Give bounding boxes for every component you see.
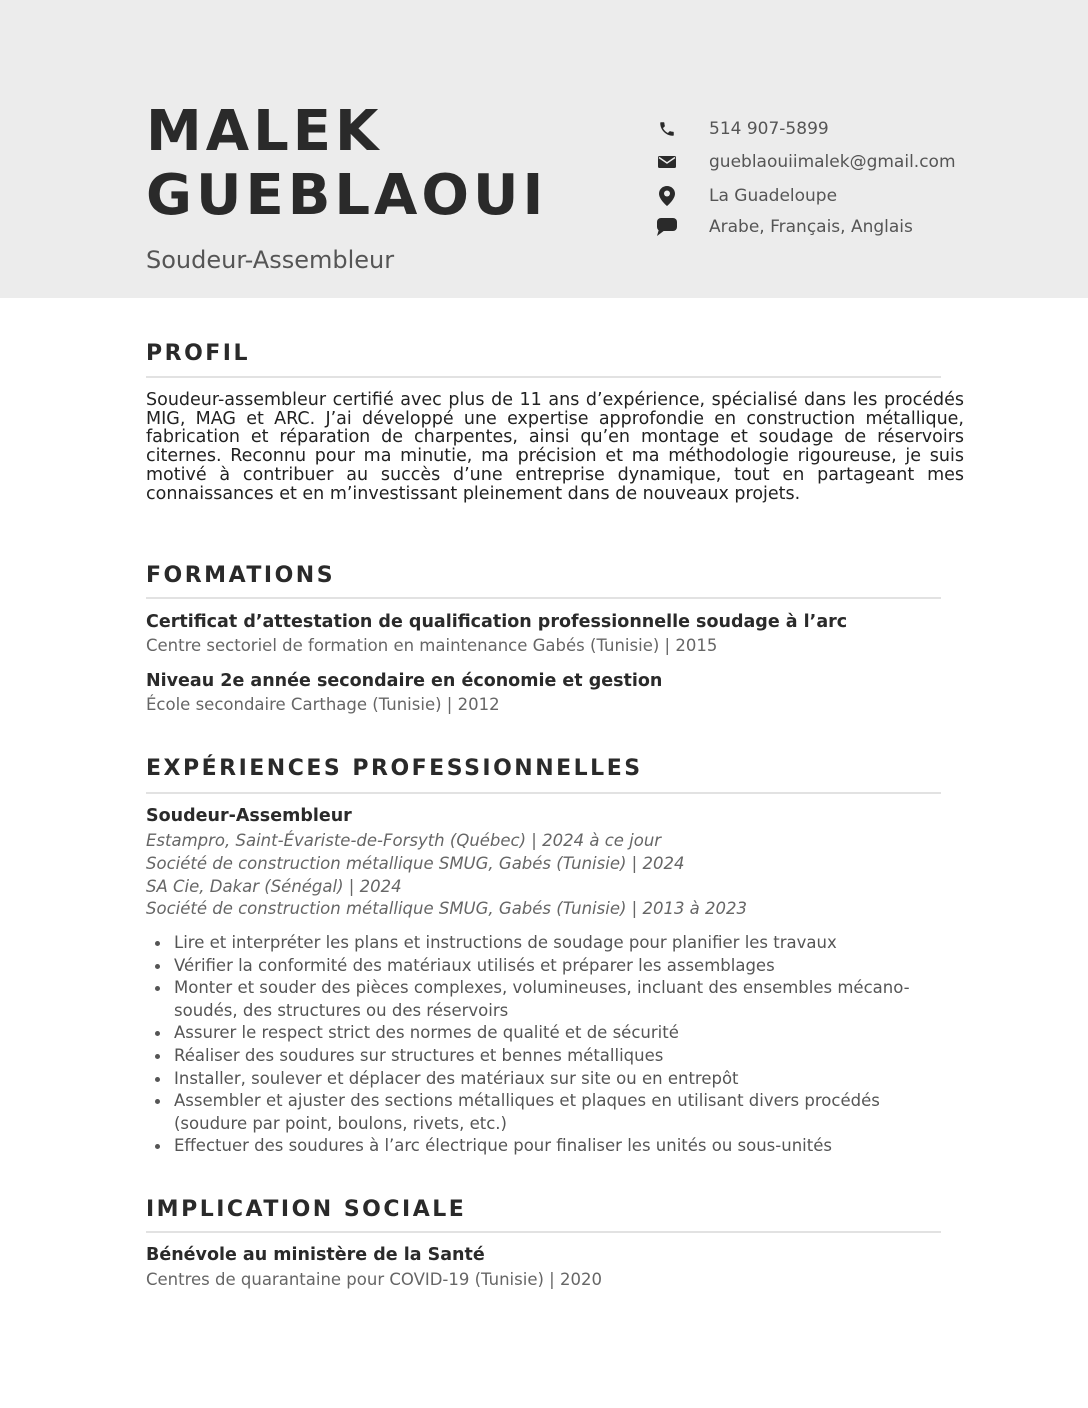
formation-title: Niveau 2e année secondaire en économie et gestion (146, 671, 663, 691)
section-divider (146, 597, 941, 599)
profile-paragraph: Soudeur-assembleur certifié avec plus de 11 ans d’expérience, spécialisé dans les procédés MIG, MAG et ARC. J’ai développé une expertise approfondie en construction métallique, fabrication et réparation de charpentes, ainsi qu’en montage et soudage de réservoirs citernes. Reconnu pour ma minutie, ma précision et ma méthodologie rigoureuse, je suis motivé à contribuer au succès d’une entreprise dynamique, tout en partageant mes connaissances et en m’investissant pleinement dans de nouveaux projets. (146, 390, 964, 504)
section-divider (146, 792, 941, 794)
location-pin-icon (656, 186, 678, 206)
phone-icon (656, 119, 678, 139)
formation-title: Certificat d’attestation de qualification professionnelle soudage à l’arc (146, 612, 848, 632)
name-last: GUEBLAOUI (146, 163, 548, 228)
contact-email (656, 152, 956, 172)
list-item: Monter et souder des pièces complexes, volumineuses, incluant des ensembles mécano-soudés, des structures ou des réservoirs (152, 977, 942, 1022)
envelope-icon (656, 152, 678, 172)
list-item: Lire et interpréter les plans et instructions de soudage pour planifier les travaux (152, 932, 942, 955)
section-title-experiences: EXPÉRIENCES PROFESSIONNELLES (146, 756, 643, 781)
list-item: Installer, soulever et déplacer des matériaux sur site ou en entrepôt (152, 1068, 942, 1091)
list-item: Vérifier la conformité des matériaux utilisés et préparer les assemblages (152, 955, 942, 978)
contact-phone-text: 514 907-5899 (709, 118, 829, 139)
section-title-implication: IMPLICATION SOCIALE (146, 1197, 467, 1222)
experience-employer: SA Cie, Dakar (Sénégal) | 2024 (146, 877, 402, 896)
experience-employer: Société de construction métallique SMUG, Gabés (Tunisie) | 2024 (146, 854, 685, 873)
experience-employer: Estampro, Saint-Évariste-de-Forsyth (Québec) | 2024 à ce jour (146, 831, 662, 850)
speech-bubble-icon (656, 217, 678, 237)
formation-subtitle: Centre sectoriel de formation en maintenance Gabés (Tunisie) | 2015 (146, 636, 718, 655)
section-divider (146, 376, 941, 378)
header-band (0, 0, 1088, 298)
contact-languages (656, 217, 913, 237)
implication-subtitle: Centres de quarantaine pour COVID-19 (Tunisie) | 2020 (146, 1270, 602, 1289)
contact-location-text: La Guadeloupe (709, 185, 838, 206)
experience-role: Soudeur-Assembleur (146, 806, 352, 826)
experience-task-list (152, 932, 942, 1158)
section-title-formations: FORMATIONS (146, 563, 336, 588)
experience-employer: Société de construction métallique SMUG, Gabés (Tunisie) | 2013 à 2023 (146, 899, 748, 918)
job-title: Soudeur-Assembleur (146, 246, 395, 274)
section-divider (146, 1231, 941, 1233)
implication-title: Bénévole au ministère de la Santé (146, 1245, 485, 1265)
list-item: Assembler et ajuster des sections métalliques et plaques en utilisant divers procédés (soudure par point, boulons, rivets, etc.) (152, 1090, 942, 1135)
name-first: MALEK (146, 99, 383, 164)
contact-location (656, 186, 837, 206)
contact-languages-text: Arabe, Français, Anglais (709, 216, 913, 237)
section-title-profil: PROFIL (146, 341, 250, 366)
list-item: Assurer le respect strict des normes de qualité et de sécurité (152, 1022, 942, 1045)
contact-email-text: gueblaouiimalek@gmail.com (709, 151, 956, 172)
list-item: Réaliser des soudures sur structures et bennes métalliques (152, 1045, 942, 1068)
formation-subtitle: École secondaire Carthage (Tunisie) | 2012 (146, 695, 500, 714)
contact-phone (656, 119, 829, 139)
list-item: Effectuer des soudures à l’arc électrique pour finaliser les unités ou sous-unités (152, 1135, 942, 1158)
